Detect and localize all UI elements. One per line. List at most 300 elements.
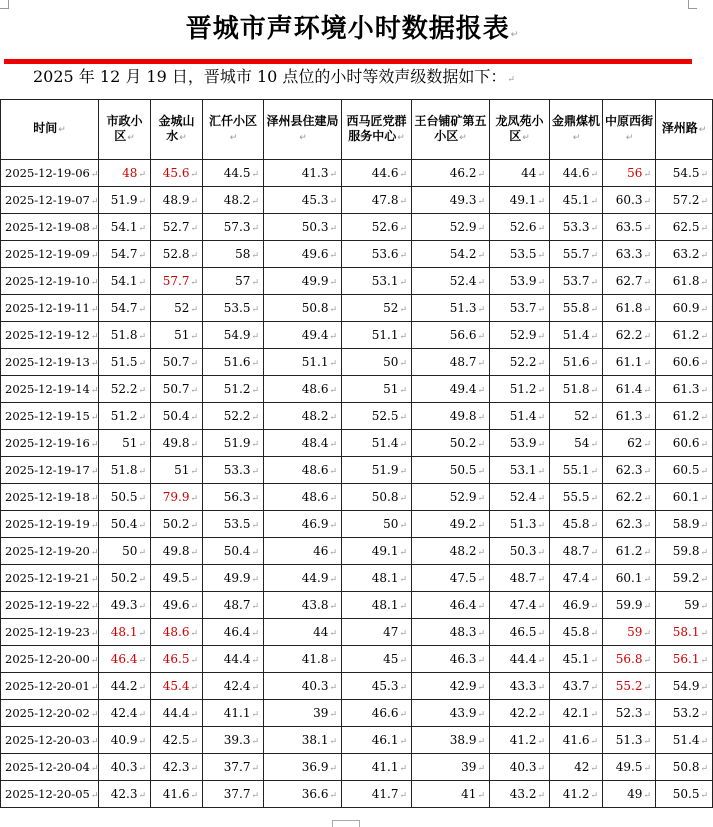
time-cell bbox=[1, 700, 99, 727]
value-text: 51.3 bbox=[509, 517, 537, 531]
intro-paragraph bbox=[33, 64, 515, 87]
value-text: 46.1 bbox=[371, 733, 399, 747]
paragraph-mark-icon: ↵ bbox=[477, 251, 485, 261]
value-text: 55.2 bbox=[615, 679, 643, 693]
paragraph-mark-icon: ↵ bbox=[537, 224, 545, 234]
paragraph-mark-icon: ↵ bbox=[299, 132, 307, 143]
paragraph-mark-icon: ↵ bbox=[507, 75, 515, 85]
value-text: 48.7 bbox=[223, 598, 251, 612]
paragraph-mark-icon: ↵ bbox=[477, 440, 485, 450]
value-cell bbox=[151, 754, 203, 781]
paragraph-mark-icon: ↵ bbox=[251, 224, 259, 234]
value-cell bbox=[550, 349, 603, 376]
value-cell bbox=[550, 754, 603, 781]
value-cell bbox=[656, 376, 713, 403]
value-cell bbox=[656, 430, 713, 457]
value-cell bbox=[656, 457, 713, 484]
value-cell bbox=[264, 349, 342, 376]
value-cell bbox=[342, 727, 412, 754]
paragraph-mark-icon: ↵ bbox=[643, 494, 651, 504]
paragraph-mark-icon: ↵ bbox=[399, 710, 407, 720]
value-cell bbox=[550, 214, 603, 241]
value-cell bbox=[603, 376, 656, 403]
value-text: 51.5 bbox=[110, 355, 138, 369]
value-text: 49.4 bbox=[301, 328, 329, 342]
value-cell bbox=[550, 511, 603, 538]
value-text: 42 bbox=[574, 760, 590, 774]
paragraph-mark-icon: ↵ bbox=[590, 386, 598, 396]
value-text: 41.1 bbox=[223, 706, 251, 720]
value-cell bbox=[203, 214, 264, 241]
value-text: 55.1 bbox=[562, 463, 590, 477]
value-cell bbox=[99, 727, 151, 754]
value-text: 53.9 bbox=[509, 274, 537, 288]
paragraph-mark-icon: ↵ bbox=[537, 197, 545, 207]
value-text: 50 bbox=[122, 544, 138, 558]
time-text: 2025-12-19-08 bbox=[5, 220, 90, 234]
paragraph-mark-icon: ↵ bbox=[329, 656, 337, 666]
paragraph-mark-icon: ↵ bbox=[477, 737, 485, 747]
value-text: 62.2 bbox=[615, 328, 643, 342]
value-text: 59.9 bbox=[615, 598, 643, 612]
value-text: 44.5 bbox=[223, 166, 251, 180]
value-text: 43.8 bbox=[301, 598, 329, 612]
value-cell bbox=[490, 592, 550, 619]
column-header-label: 王台铺矿第五小区 bbox=[414, 113, 487, 143]
paragraph-mark-icon: ↵ bbox=[477, 521, 485, 531]
table-row bbox=[1, 160, 713, 187]
paragraph-mark-icon: ↵ bbox=[643, 359, 651, 369]
value-text: 49.1 bbox=[371, 544, 399, 558]
paragraph-mark-icon: ↵ bbox=[590, 629, 598, 639]
paragraph-mark-icon: ↵ bbox=[90, 656, 99, 666]
paragraph-mark-icon: ↵ bbox=[477, 494, 485, 504]
paragraph-mark-icon: ↵ bbox=[700, 224, 708, 234]
paragraph-mark-icon: ↵ bbox=[190, 521, 198, 531]
value-text: 52.9 bbox=[449, 220, 477, 234]
time-cell bbox=[1, 403, 99, 430]
value-cell bbox=[490, 538, 550, 565]
paragraph-mark-icon: ↵ bbox=[329, 521, 337, 531]
value-cell bbox=[342, 322, 412, 349]
value-cell bbox=[550, 781, 603, 808]
value-text: 48.7 bbox=[449, 355, 477, 369]
paragraph-mark-icon: ↵ bbox=[625, 132, 634, 143]
value-cell bbox=[203, 781, 264, 808]
paragraph-mark-icon: ↵ bbox=[190, 413, 198, 423]
value-cell bbox=[550, 592, 603, 619]
value-cell bbox=[412, 457, 490, 484]
intro-text: 2025 年 12 月 19 日，晋城市 10 点位的小时等效声级数据如下： bbox=[33, 67, 507, 86]
value-cell bbox=[603, 727, 656, 754]
value-cell bbox=[656, 160, 713, 187]
time-cell bbox=[1, 484, 99, 511]
value-text: 52 bbox=[174, 301, 190, 315]
paragraph-mark-icon: ↵ bbox=[643, 197, 651, 207]
value-cell bbox=[264, 646, 342, 673]
paragraph-mark-icon: ↵ bbox=[399, 224, 407, 234]
paragraph-mark-icon: ↵ bbox=[643, 278, 651, 288]
paragraph-mark-icon: ↵ bbox=[138, 305, 146, 315]
value-text: 51.1 bbox=[301, 355, 329, 369]
value-text: 44.6 bbox=[562, 166, 590, 180]
value-cell bbox=[550, 727, 603, 754]
value-text: 42.4 bbox=[110, 706, 138, 720]
paragraph-mark-icon: ↵ bbox=[138, 386, 146, 396]
paragraph-mark-icon: ↵ bbox=[700, 359, 708, 369]
value-cell bbox=[412, 646, 490, 673]
column-header bbox=[550, 100, 603, 160]
value-text: 53.5 bbox=[509, 247, 537, 261]
value-cell bbox=[342, 592, 412, 619]
time-cell bbox=[1, 430, 99, 457]
value-text: 56.8 bbox=[615, 652, 643, 666]
value-text: 42.4 bbox=[223, 679, 251, 693]
value-cell bbox=[412, 160, 490, 187]
value-cell bbox=[603, 403, 656, 430]
column-header-label: 时间 bbox=[33, 121, 58, 135]
paragraph-mark-icon: ↵ bbox=[138, 791, 146, 801]
value-text: 48.1 bbox=[371, 598, 399, 612]
value-cell bbox=[342, 565, 412, 592]
value-text: 45.4 bbox=[162, 679, 190, 693]
value-cell bbox=[603, 781, 656, 808]
paragraph-mark-icon: ↵ bbox=[700, 197, 708, 207]
value-cell bbox=[603, 511, 656, 538]
paragraph-mark-icon: ↵ bbox=[477, 224, 485, 234]
value-text: 48.2 bbox=[449, 544, 477, 558]
paragraph-mark-icon: ↵ bbox=[537, 278, 545, 288]
value-text: 61.3 bbox=[672, 382, 700, 396]
value-cell bbox=[412, 727, 490, 754]
value-cell bbox=[203, 538, 264, 565]
value-text: 52.2 bbox=[509, 355, 537, 369]
value-cell bbox=[550, 538, 603, 565]
value-cell bbox=[342, 646, 412, 673]
paragraph-mark-icon: ↵ bbox=[643, 170, 651, 180]
value-text: 44 bbox=[521, 166, 537, 180]
paragraph-mark-icon: ↵ bbox=[537, 710, 545, 720]
table-row bbox=[1, 565, 713, 592]
value-cell bbox=[656, 349, 713, 376]
value-text: 55.8 bbox=[562, 301, 590, 315]
value-cell bbox=[99, 322, 151, 349]
value-cell bbox=[99, 619, 151, 646]
value-cell bbox=[264, 673, 342, 700]
paragraph-mark-icon: ↵ bbox=[537, 575, 545, 585]
value-text: 56 bbox=[627, 166, 643, 180]
value-cell bbox=[264, 457, 342, 484]
paragraph-mark-icon: ↵ bbox=[90, 467, 99, 477]
value-text: 52.7 bbox=[162, 220, 190, 234]
value-text: 59.2 bbox=[672, 571, 700, 585]
table-body bbox=[1, 160, 713, 808]
paragraph-mark-icon: ↵ bbox=[700, 629, 708, 639]
value-cell bbox=[490, 565, 550, 592]
value-text: 51.3 bbox=[615, 733, 643, 747]
table-row bbox=[1, 673, 713, 700]
time-cell bbox=[1, 673, 99, 700]
table-row bbox=[1, 511, 713, 538]
paragraph-mark-icon: ↵ bbox=[477, 548, 485, 558]
value-cell bbox=[550, 322, 603, 349]
value-cell bbox=[603, 214, 656, 241]
value-text: 39.3 bbox=[223, 733, 251, 747]
column-header bbox=[264, 100, 342, 160]
paragraph-mark-icon: ↵ bbox=[138, 413, 146, 423]
value-cell bbox=[656, 781, 713, 808]
paragraph-mark-icon: ↵ bbox=[251, 791, 259, 801]
value-cell bbox=[342, 457, 412, 484]
value-text: 51.8 bbox=[110, 328, 138, 342]
value-text: 50.5 bbox=[672, 787, 700, 801]
value-text: 46 bbox=[313, 544, 329, 558]
value-cell bbox=[264, 241, 342, 268]
paragraph-mark-icon: ↵ bbox=[399, 197, 407, 207]
value-cell bbox=[656, 295, 713, 322]
paragraph-mark-icon: ↵ bbox=[537, 251, 545, 261]
value-text: 61.2 bbox=[672, 328, 700, 342]
value-cell bbox=[203, 484, 264, 511]
paragraph-mark-icon: ↵ bbox=[127, 132, 135, 143]
time-text: 2025-12-19-06 bbox=[5, 166, 90, 180]
paragraph-mark-icon: ↵ bbox=[590, 575, 598, 585]
value-cell bbox=[264, 592, 342, 619]
value-text: 49.6 bbox=[162, 598, 190, 612]
paragraph-mark-icon: ↵ bbox=[643, 413, 651, 423]
value-cell bbox=[342, 538, 412, 565]
value-text: 48.6 bbox=[162, 625, 190, 639]
value-text: 52.9 bbox=[449, 490, 477, 504]
paragraph-mark-icon: ↵ bbox=[190, 683, 198, 693]
paragraph-mark-icon: ↵ bbox=[397, 132, 405, 143]
time-text: 2025-12-19-23 bbox=[5, 625, 90, 639]
value-cell bbox=[203, 646, 264, 673]
paragraph-mark-icon: ↵ bbox=[700, 575, 708, 585]
value-text: 55.5 bbox=[562, 490, 590, 504]
paragraph-mark-icon: ↵ bbox=[643, 629, 651, 639]
paragraph-mark-icon: ↵ bbox=[190, 629, 198, 639]
value-cell bbox=[151, 619, 203, 646]
value-cell bbox=[203, 160, 264, 187]
paragraph-mark-icon: ↵ bbox=[399, 305, 407, 315]
value-text: 50.2 bbox=[162, 517, 190, 531]
paragraph-mark-icon: ↵ bbox=[251, 656, 259, 666]
paragraph-mark-icon: ↵ bbox=[700, 791, 708, 801]
table-row bbox=[1, 646, 713, 673]
value-text: 37.7 bbox=[223, 787, 251, 801]
value-text: 48.2 bbox=[301, 409, 329, 423]
paragraph-mark-icon: ↵ bbox=[90, 332, 99, 342]
paragraph-mark-icon: ↵ bbox=[90, 710, 99, 720]
paragraph-mark-icon: ↵ bbox=[190, 494, 198, 504]
value-cell bbox=[603, 457, 656, 484]
value-text: 61.8 bbox=[672, 274, 700, 288]
value-text: 49.5 bbox=[615, 760, 643, 774]
paragraph-mark-icon: ↵ bbox=[329, 278, 337, 288]
time-cell bbox=[1, 727, 99, 754]
value-cell bbox=[550, 268, 603, 295]
value-text: 62.3 bbox=[615, 463, 643, 477]
value-cell bbox=[203, 511, 264, 538]
paragraph-mark-icon: ↵ bbox=[643, 332, 651, 342]
value-text: 53.5 bbox=[223, 517, 251, 531]
value-text: 61.2 bbox=[672, 409, 700, 423]
paragraph-mark-icon: ↵ bbox=[590, 764, 598, 774]
paragraph-mark-icon: ↵ bbox=[251, 305, 259, 315]
value-cell bbox=[490, 700, 550, 727]
time-text: 2025-12-19-16 bbox=[5, 436, 90, 450]
value-cell bbox=[342, 430, 412, 457]
value-cell bbox=[151, 781, 203, 808]
value-cell bbox=[99, 781, 151, 808]
paragraph-mark-icon: ↵ bbox=[90, 521, 99, 531]
paragraph-mark-icon: ↵ bbox=[643, 602, 651, 612]
value-text: 48.2 bbox=[223, 193, 251, 207]
paragraph-mark-icon: ↵ bbox=[590, 602, 598, 612]
value-cell bbox=[656, 538, 713, 565]
value-cell bbox=[264, 538, 342, 565]
value-text: 53.3 bbox=[562, 220, 590, 234]
value-cell bbox=[412, 187, 490, 214]
paragraph-mark-icon: ↵ bbox=[190, 332, 198, 342]
value-text: 54.1 bbox=[110, 220, 138, 234]
value-cell bbox=[412, 349, 490, 376]
time-text: 2025-12-19-17 bbox=[5, 463, 90, 477]
time-text: 2025-12-19-20 bbox=[5, 544, 90, 558]
paragraph-mark-icon: ↵ bbox=[643, 224, 651, 234]
paragraph-mark-icon: ↵ bbox=[477, 305, 485, 315]
value-cell bbox=[342, 754, 412, 781]
paragraph-mark-icon: ↵ bbox=[700, 602, 708, 612]
value-cell bbox=[412, 673, 490, 700]
paragraph-mark-icon: ↵ bbox=[700, 521, 708, 531]
value-cell bbox=[550, 376, 603, 403]
value-text: 36.6 bbox=[301, 787, 329, 801]
column-header bbox=[656, 100, 713, 160]
value-text: 45.3 bbox=[371, 679, 399, 693]
paragraph-mark-icon: ↵ bbox=[590, 413, 598, 423]
paragraph-mark-icon: ↵ bbox=[251, 602, 259, 612]
paragraph-mark-icon: ↵ bbox=[399, 656, 407, 666]
value-text: 45 bbox=[383, 652, 399, 666]
value-cell bbox=[490, 646, 550, 673]
value-cell bbox=[412, 268, 490, 295]
value-text: 49.8 bbox=[162, 436, 190, 450]
paragraph-mark-icon: ↵ bbox=[138, 737, 146, 747]
paragraph-mark-icon: ↵ bbox=[643, 440, 651, 450]
value-cell bbox=[412, 376, 490, 403]
value-text: 57 bbox=[235, 274, 251, 288]
value-text: 47.4 bbox=[509, 598, 537, 612]
value-text: 48.6 bbox=[301, 382, 329, 396]
paragraph-mark-icon: ↵ bbox=[190, 548, 198, 558]
value-cell bbox=[490, 187, 550, 214]
value-text: 51.4 bbox=[672, 733, 700, 747]
paragraph-mark-icon: ↵ bbox=[190, 170, 198, 180]
value-cell bbox=[203, 754, 264, 781]
paragraph-mark-icon: ↵ bbox=[138, 602, 146, 612]
paragraph-mark-icon: ↵ bbox=[90, 764, 99, 774]
value-text: 47.8 bbox=[371, 193, 399, 207]
paragraph-mark-icon: ↵ bbox=[399, 737, 407, 747]
value-text: 54.5 bbox=[672, 166, 700, 180]
paragraph-mark-icon: ↵ bbox=[90, 737, 99, 747]
paragraph-mark-icon: ↵ bbox=[90, 602, 99, 612]
paragraph-mark-icon: ↵ bbox=[251, 251, 259, 261]
paragraph-mark-icon: ↵ bbox=[590, 332, 598, 342]
value-text: 62 bbox=[627, 436, 643, 450]
value-text: 54.7 bbox=[110, 301, 138, 315]
table-row bbox=[1, 187, 713, 214]
paragraph-mark-icon: ↵ bbox=[251, 440, 259, 450]
paragraph-mark-icon: ↵ bbox=[329, 413, 337, 423]
paragraph-mark-icon: ↵ bbox=[590, 548, 598, 558]
paragraph-mark-icon: ↵ bbox=[590, 197, 598, 207]
value-cell bbox=[412, 403, 490, 430]
value-text: 52.5 bbox=[371, 409, 399, 423]
paragraph-mark-icon: ↵ bbox=[229, 132, 238, 143]
scroll-handle[interactable] bbox=[332, 820, 360, 827]
value-cell bbox=[264, 268, 342, 295]
value-text: 45.1 bbox=[562, 193, 590, 207]
paragraph-mark-icon: ↵ bbox=[700, 737, 708, 747]
value-text: 49.5 bbox=[162, 571, 190, 585]
paragraph-mark-icon: ↵ bbox=[138, 710, 146, 720]
value-cell bbox=[412, 565, 490, 592]
paragraph-mark-icon: ↵ bbox=[138, 440, 146, 450]
value-cell bbox=[203, 187, 264, 214]
value-cell bbox=[656, 619, 713, 646]
value-cell bbox=[550, 241, 603, 268]
value-text: 50.2 bbox=[449, 436, 477, 450]
value-text: 42.3 bbox=[162, 760, 190, 774]
value-cell bbox=[603, 754, 656, 781]
paragraph-mark-icon: ↵ bbox=[138, 278, 146, 288]
value-cell bbox=[656, 673, 713, 700]
paragraph-mark-icon: ↵ bbox=[329, 710, 337, 720]
column-header-label: 泽州路 bbox=[661, 121, 698, 135]
value-text: 51.4 bbox=[371, 436, 399, 450]
paragraph-mark-icon: ↵ bbox=[572, 132, 581, 143]
paragraph-mark-icon: ↵ bbox=[190, 710, 198, 720]
value-cell bbox=[264, 727, 342, 754]
value-text: 42.1 bbox=[562, 706, 590, 720]
value-text: 58.1 bbox=[672, 625, 700, 639]
value-text: 49.3 bbox=[110, 598, 138, 612]
value-text: 38.1 bbox=[301, 733, 329, 747]
value-cell bbox=[490, 241, 550, 268]
value-cell bbox=[490, 673, 550, 700]
time-text: 2025-12-20-01 bbox=[5, 679, 90, 693]
value-text: 53.7 bbox=[562, 274, 590, 288]
value-text: 56.3 bbox=[223, 490, 251, 504]
value-cell bbox=[151, 511, 203, 538]
table-row bbox=[1, 727, 713, 754]
paragraph-mark-icon: ↵ bbox=[643, 548, 651, 558]
value-cell bbox=[550, 646, 603, 673]
paragraph-mark-icon: ↵ bbox=[90, 548, 99, 558]
value-cell bbox=[490, 781, 550, 808]
value-cell bbox=[412, 214, 490, 241]
value-text: 51.8 bbox=[110, 463, 138, 477]
value-text: 54.1 bbox=[110, 274, 138, 288]
value-text: 49.9 bbox=[301, 274, 329, 288]
value-cell bbox=[99, 187, 151, 214]
value-text: 49.9 bbox=[223, 571, 251, 585]
value-cell bbox=[99, 700, 151, 727]
value-text: 52.4 bbox=[509, 490, 537, 504]
